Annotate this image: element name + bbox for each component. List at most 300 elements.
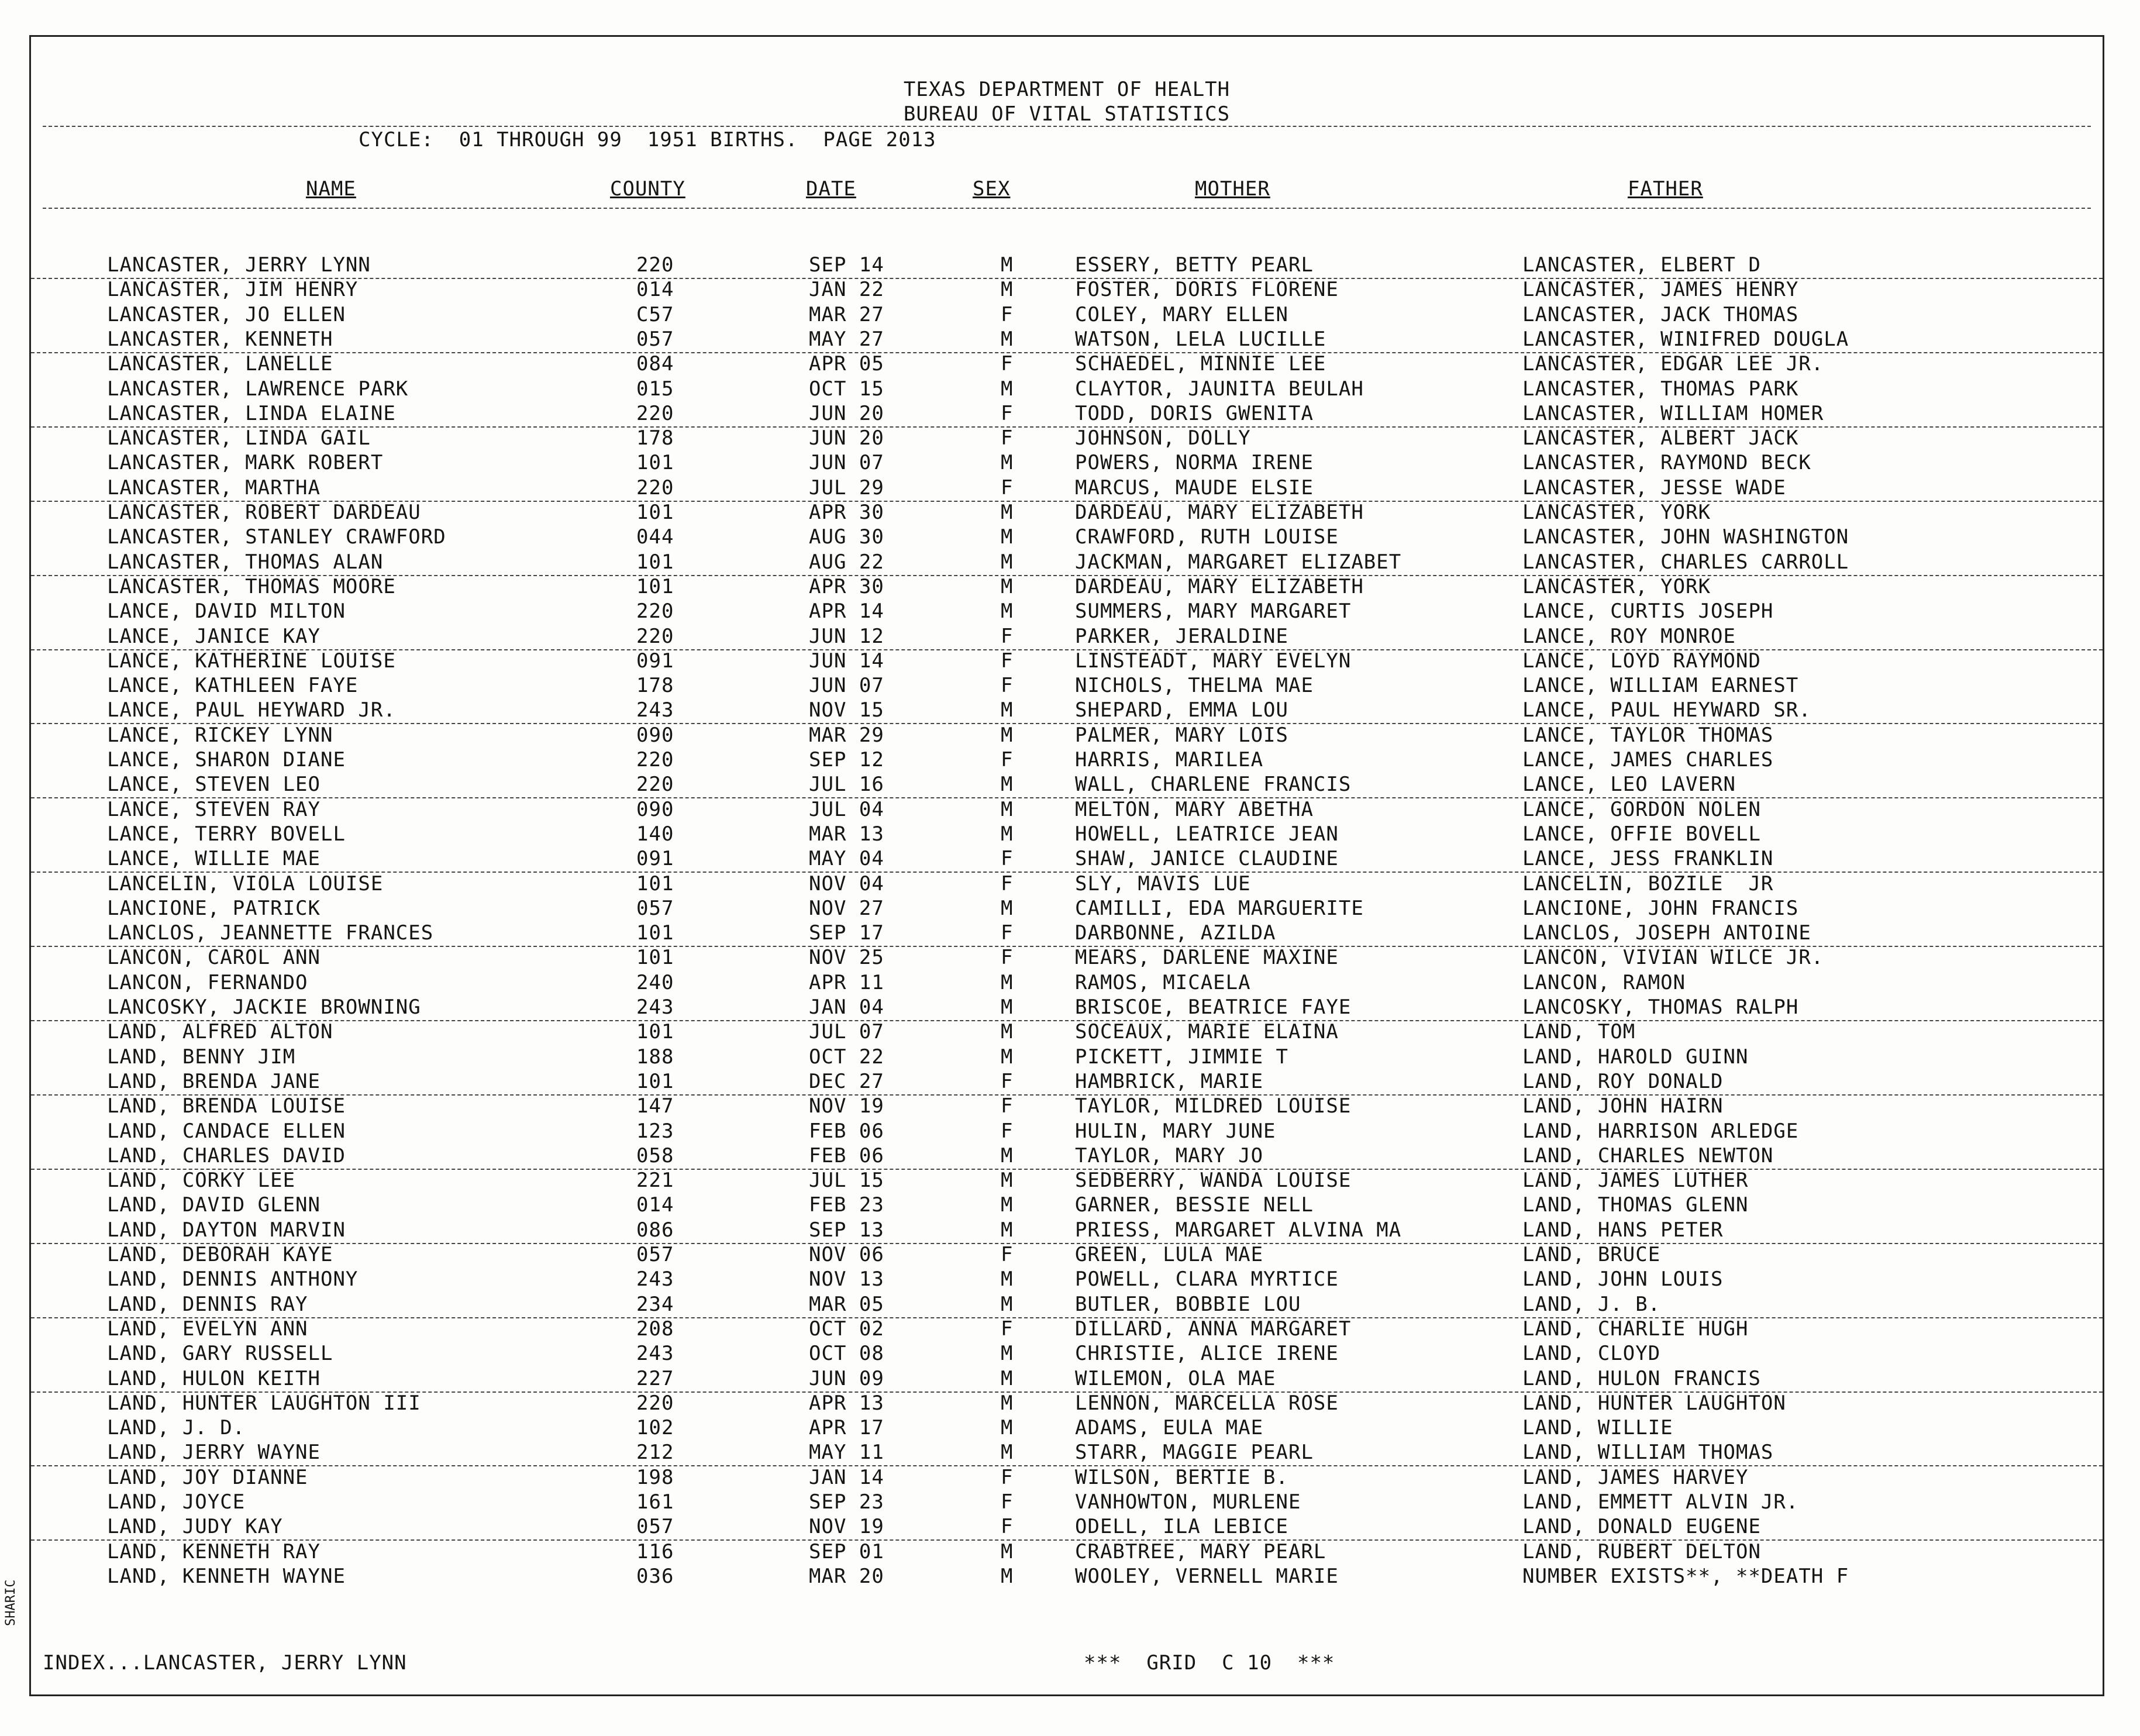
record-sex: M — [1001, 996, 1014, 1019]
record-row — [31, 847, 2103, 873]
record-row — [31, 253, 2103, 279]
record-name: LAND, CHARLES DAVID — [107, 1143, 346, 1167]
record-sex: M — [1001, 1267, 1014, 1291]
record-date: NOV 27 — [809, 896, 884, 920]
record-name: LAND, HUNTER LAUGHTON III — [107, 1391, 421, 1415]
record-mother: HAMBRICK, MARIE — [1075, 1069, 1264, 1093]
record-date: FEB 23 — [809, 1193, 884, 1217]
record-date: JUN 14 — [809, 649, 884, 673]
record-mother: NICHOLS, THELMA MAE — [1075, 674, 1314, 698]
column-header-sex: SEX — [973, 177, 1011, 201]
record-mother: DARBONNE, AZILDA — [1075, 921, 1276, 945]
record-father: LAND, J. B. — [1522, 1292, 1661, 1316]
record-county: 044 — [636, 525, 674, 549]
record-county: 220 — [636, 401, 674, 425]
record-county: 090 — [636, 797, 674, 821]
record-county: 220 — [636, 624, 674, 648]
record-father: LAND, HANS PETER — [1522, 1218, 1724, 1242]
record-date: DEC 27 — [809, 1069, 884, 1093]
record-sex: M — [1001, 1292, 1014, 1316]
record-name: LANCE, KATHERINE LOUISE — [107, 649, 396, 673]
record-name: LANCE, STEVEN LEO — [107, 773, 321, 797]
record-sex: M — [1001, 550, 1014, 574]
record-sex: F — [1001, 1094, 1014, 1118]
record-father: LANCASTER, EDGAR LEE JR. — [1522, 352, 1824, 376]
record-mother: TAYLOR, MILDRED LOUISE — [1075, 1094, 1352, 1118]
record-sex: M — [1001, 1441, 1014, 1465]
record-county: 101 — [636, 550, 674, 574]
record-county: 243 — [636, 996, 674, 1019]
record-date: FEB 06 — [809, 1119, 884, 1143]
report-subtitle: BUREAU OF VITAL STATISTICS — [903, 102, 1231, 126]
record-row — [31, 1391, 2103, 1416]
record-father: LANCASTER, JESSE WADE — [1522, 476, 1786, 500]
record-name: LANCASTER, LAWRENCE PARK — [107, 377, 409, 401]
record-name: LANCE, WILLIE MAE — [107, 847, 321, 871]
record-name: LAND, JUDY KAY — [107, 1515, 283, 1539]
record-county: 188 — [636, 1045, 674, 1069]
record-sex: F — [1001, 847, 1014, 871]
record-date: SEP 17 — [809, 921, 884, 945]
record-father: LAND, EMMETT ALVIN JR. — [1522, 1490, 1799, 1514]
record-sex: F — [1001, 1515, 1014, 1539]
record-name: LANCE, TERRY BOVELL — [107, 822, 346, 846]
record-row — [31, 1144, 2103, 1170]
record-date: AUG 30 — [809, 525, 884, 549]
record-county: 116 — [636, 1539, 674, 1563]
record-mother: STARR, MAGGIE PEARL — [1075, 1441, 1314, 1465]
record-mother: SCHAEDEL, MINNIE LEE — [1075, 352, 1326, 376]
record-date: MAR 27 — [809, 302, 884, 326]
record-sex: M — [1001, 377, 1014, 401]
record-father: LANCASTER, YORK — [1522, 501, 1711, 524]
record-mother: POWELL, CLARA MYRTICE — [1075, 1267, 1339, 1291]
record-name: LANCASTER, THOMAS ALAN — [107, 550, 384, 574]
record-name: LANCON, FERNANDO — [107, 970, 308, 994]
record-sex: M — [1001, 723, 1014, 747]
record-date: AUG 22 — [809, 550, 884, 574]
record-county: 220 — [636, 600, 674, 624]
record-county: 014 — [636, 278, 674, 302]
record-sex: F — [1001, 921, 1014, 945]
record-father: LAND, WILLIE — [1522, 1416, 1673, 1440]
record-sex: M — [1001, 822, 1014, 846]
record-name: LANCE, DAVID MILTON — [107, 600, 346, 624]
record-name: LANCASTER, THOMAS MOORE — [107, 574, 396, 598]
record-sex: M — [1001, 1539, 1014, 1563]
record-sex: M — [1001, 1366, 1014, 1390]
record-county: 057 — [636, 1243, 674, 1266]
record-name: LAND, BRENDA LOUISE — [107, 1094, 346, 1118]
record-sex: M — [1001, 1193, 1014, 1217]
record-name: LANCE, JANICE KAY — [107, 624, 321, 648]
record-father: LAND, CHARLES NEWTON — [1522, 1143, 1774, 1167]
record-father: LAND, BRUCE — [1522, 1243, 1661, 1266]
record-name: LANCASTER, LINDA ELAINE — [107, 401, 396, 425]
record-county: 234 — [636, 1292, 674, 1316]
record-date: JUL 29 — [809, 476, 884, 500]
record-date: JUN 20 — [809, 426, 884, 450]
record-mother: ODELL, ILA LEBICE — [1075, 1515, 1288, 1539]
record-date: MAR 29 — [809, 723, 884, 747]
record-row — [31, 996, 2103, 1021]
record-father: LAND, HUNTER LAUGHTON — [1522, 1391, 1786, 1415]
report-frame — [29, 35, 2104, 1696]
record-date: NOV 19 — [809, 1515, 884, 1539]
record-county: 090 — [636, 723, 674, 747]
record-sex: F — [1001, 674, 1014, 698]
record-row — [31, 600, 2103, 624]
record-county: 220 — [636, 773, 674, 797]
record-county: 086 — [636, 1218, 674, 1242]
record-sex: F — [1001, 426, 1014, 450]
record-row — [31, 1367, 2103, 1393]
record-name: LANCIONE, PATRICK — [107, 896, 321, 920]
record-mother: PICKETT, JIMMIE T — [1075, 1045, 1288, 1069]
record-father: LAND, ROY DONALD — [1522, 1069, 1724, 1093]
record-sex: F — [1001, 872, 1014, 895]
record-father: LANCLOS, JOSEPH ANTOINE — [1522, 921, 1811, 945]
record-mother: PARKER, JERALDINE — [1075, 624, 1288, 648]
record-name: LANCON, CAROL ANN — [107, 946, 321, 970]
column-header-father: FATHER — [1628, 177, 1703, 201]
record-row — [31, 377, 2103, 402]
record-county: 101 — [636, 946, 674, 970]
record-row — [31, 1070, 2103, 1096]
record-mother: PALMER, MARY LOIS — [1075, 723, 1288, 747]
record-county: 212 — [636, 1441, 674, 1465]
record-date: OCT 08 — [809, 1342, 884, 1366]
record-county: 220 — [636, 1391, 674, 1415]
record-mother: WILEMON, OLA MAE — [1075, 1366, 1276, 1390]
record-mother: SHEPARD, EMMA LOU — [1075, 698, 1288, 722]
record-father: LANCON, RAMON — [1522, 970, 1686, 994]
record-father: LANCASTER, RAYMOND BECK — [1522, 451, 1811, 475]
record-date: JUL 07 — [809, 1020, 884, 1044]
record-mother: TODD, DORIS GWENITA — [1075, 401, 1314, 425]
record-date: JUN 07 — [809, 674, 884, 698]
record-name: LANCLOS, JEANNETTE FRANCES — [107, 921, 434, 945]
record-father: LANCIONE, JOHN FRANCIS — [1522, 896, 1799, 920]
record-county: 102 — [636, 1416, 674, 1440]
grid-footer: *** GRID C 10 *** — [1084, 1651, 1335, 1675]
record-mother: LENNON, MARCELLA ROSE — [1075, 1391, 1339, 1415]
record-father: LAND, THOMAS GLENN — [1522, 1193, 1749, 1217]
record-father: LANCASTER, THOMAS PARK — [1522, 377, 1799, 401]
record-date: JAN 04 — [809, 996, 884, 1019]
record-name: LANCASTER, JERRY LYNN — [107, 253, 371, 277]
record-mother: BRISCOE, BEATRICE FAYE — [1075, 996, 1352, 1019]
record-row — [31, 1218, 2103, 1244]
record-row — [31, 402, 2103, 428]
record-name: LANCASTER, JO ELLEN — [107, 302, 346, 326]
record-sex: M — [1001, 797, 1014, 821]
record-row — [31, 1515, 2103, 1541]
record-father: LANCE, LOYD RAYMOND — [1522, 649, 1761, 673]
record-father: LAND, CHARLIE HUGH — [1522, 1317, 1749, 1341]
record-county: 101 — [636, 1069, 674, 1093]
record-sex: F — [1001, 352, 1014, 376]
record-mother: ADAMS, EULA MAE — [1075, 1416, 1264, 1440]
record-mother: GREEN, LULA MAE — [1075, 1243, 1264, 1266]
record-mother: WATSON, LELA LUCILLE — [1075, 327, 1326, 351]
record-mother: FOSTER, DORIS FLORENE — [1075, 278, 1339, 302]
record-row — [31, 1120, 2103, 1144]
record-name: LANCE, KATHLEEN FAYE — [107, 674, 359, 698]
record-name: LAND, DENNIS ANTHONY — [107, 1267, 359, 1291]
record-sex: M — [1001, 773, 1014, 797]
record-name: LAND, JOYCE — [107, 1490, 246, 1514]
record-father: LANCE, WILLIAM EARNEST — [1522, 674, 1799, 698]
record-mother: CLAYTOR, JAUNITA BEULAH — [1075, 377, 1364, 401]
record-father: LANCASTER, ELBERT D — [1522, 253, 1761, 277]
record-name: LANCOSKY, JACKIE BROWNING — [107, 996, 421, 1019]
record-father: LAND, JOHN HAIRN — [1522, 1094, 1724, 1118]
record-county: 101 — [636, 872, 674, 895]
record-date: SEP 14 — [809, 253, 884, 277]
record-county: 084 — [636, 352, 674, 376]
record-date: JUN 20 — [809, 401, 884, 425]
record-county: 036 — [636, 1564, 674, 1588]
column-header-name: NAME — [306, 177, 356, 201]
record-name: LAND, CANDACE ELLEN — [107, 1119, 346, 1143]
record-father: LANCELIN, BOZILE JR — [1522, 872, 1774, 895]
record-date: OCT 02 — [809, 1317, 884, 1341]
record-name: LAND, KENNETH WAYNE — [107, 1564, 346, 1588]
record-father: LAND, TOM — [1522, 1020, 1636, 1044]
record-row — [31, 1045, 2103, 1070]
record-father: LAND, JAMES LUTHER — [1522, 1169, 1749, 1193]
record-date: OCT 22 — [809, 1045, 884, 1069]
record-date: APR 30 — [809, 501, 884, 524]
record-row — [31, 1565, 2103, 1589]
record-county: 243 — [636, 1342, 674, 1366]
record-sex: M — [1001, 525, 1014, 549]
record-father: LANCE, ROY MONROE — [1522, 624, 1736, 648]
record-date: APR 14 — [809, 600, 884, 624]
record-row — [31, 625, 2103, 650]
record-mother: POWERS, NORMA IRENE — [1075, 451, 1314, 475]
record-father: LANCE, CURTIS JOSEPH — [1522, 600, 1774, 624]
record-county: 178 — [636, 426, 674, 450]
record-name: LAND, JOY DIANNE — [107, 1465, 308, 1489]
record-mother: JOHNSON, DOLLY — [1075, 426, 1251, 450]
record-row — [31, 1267, 2103, 1292]
record-father: LANCASTER, WILLIAM HOMER — [1522, 401, 1824, 425]
record-father: LANCASTER, CHARLES CARROLL — [1522, 550, 1849, 574]
record-name: LAND, DEBORAH KAYE — [107, 1243, 333, 1266]
record-father: LAND, HULON FRANCIS — [1522, 1366, 1761, 1390]
record-sex: M — [1001, 1564, 1014, 1588]
record-name: LAND, DAVID GLENN — [107, 1193, 321, 1217]
side-label: SHARIC — [4, 1579, 18, 1626]
record-county: 057 — [636, 1515, 674, 1539]
record-father: LANCE, GORDON NOLEN — [1522, 797, 1761, 821]
record-date: NOV 15 — [809, 698, 884, 722]
record-row — [31, 748, 2103, 773]
record-date: JUL 16 — [809, 773, 884, 797]
record-mother: GARNER, BESSIE NELL — [1075, 1193, 1314, 1217]
record-father: LANCE, TAYLOR THOMAS — [1522, 723, 1774, 747]
record-mother: ESSERY, BETTY PEARL — [1075, 253, 1314, 277]
record-sex: M — [1001, 1143, 1014, 1167]
record-county: 243 — [636, 698, 674, 722]
record-row — [31, 501, 2103, 525]
record-county: 091 — [636, 847, 674, 871]
record-county: 227 — [636, 1366, 674, 1390]
column-header-date: DATE — [806, 177, 856, 201]
record-row — [31, 1317, 2103, 1342]
record-date: MAY 27 — [809, 327, 884, 351]
record-date: MAR 13 — [809, 822, 884, 846]
record-name: LAND, KENNETH RAY — [107, 1539, 321, 1563]
record-county: 147 — [636, 1094, 674, 1118]
divider — [43, 126, 2091, 127]
record-name: LAND, BENNY JIM — [107, 1045, 296, 1069]
record-sex: F — [1001, 302, 1014, 326]
record-name: LANCE, PAUL HEYWARD JR. — [107, 698, 396, 722]
record-name: LAND, GARY RUSSELL — [107, 1342, 333, 1366]
record-date: JAN 14 — [809, 1465, 884, 1489]
record-father: LANCASTER, JACK THOMAS — [1522, 302, 1799, 326]
record-name: LAND, DENNIS RAY — [107, 1292, 308, 1316]
record-date: APR 11 — [809, 970, 884, 994]
record-row — [31, 328, 2103, 353]
record-sex: F — [1001, 748, 1014, 771]
record-county: 101 — [636, 451, 674, 475]
record-sex: M — [1001, 1342, 1014, 1366]
record-sex: M — [1001, 327, 1014, 351]
record-father: LANCASTER, JAMES HENRY — [1522, 278, 1799, 302]
record-date: JAN 22 — [809, 278, 884, 302]
record-county: 015 — [636, 377, 674, 401]
record-mother: HARRIS, MARILEA — [1075, 748, 1264, 771]
record-name: LANCASTER, JIM HENRY — [107, 278, 359, 302]
record-sex: F — [1001, 476, 1014, 500]
record-father: LANCE, LEO LAVERN — [1522, 773, 1736, 797]
record-mother: DARDEAU, MARY ELIZABETH — [1075, 574, 1364, 598]
record-mother: COLEY, MARY ELLEN — [1075, 302, 1288, 326]
record-date: JUN 07 — [809, 451, 884, 475]
record-mother: MELTON, MARY ABETHA — [1075, 797, 1314, 821]
record-name: LAND, J. D. — [107, 1416, 246, 1440]
record-name: LANCASTER, MARK ROBERT — [107, 451, 384, 475]
record-row — [31, 1094, 2103, 1119]
record-father: LAND, CLOYD — [1522, 1342, 1661, 1366]
record-date: JUL 04 — [809, 797, 884, 821]
record-father: NUMBER EXISTS**, **DEATH F — [1522, 1564, 1849, 1588]
record-row — [31, 303, 2103, 328]
record-sex: M — [1001, 1218, 1014, 1242]
record-father: LANCE, JAMES CHARLES — [1522, 748, 1774, 771]
record-father: LAND, RUBERT DELTON — [1522, 1539, 1761, 1563]
record-sex: F — [1001, 946, 1014, 970]
record-date: NOV 04 — [809, 872, 884, 895]
record-mother: CRAWFORD, RUTH LOUISE — [1075, 525, 1339, 549]
record-county: C57 — [636, 302, 674, 326]
record-mother: WOOLEY, VERNELL MARIE — [1075, 1564, 1339, 1588]
record-row — [31, 476, 2103, 502]
record-county: 014 — [636, 1193, 674, 1217]
record-sex: F — [1001, 1119, 1014, 1143]
record-county: 198 — [636, 1465, 674, 1489]
record-county: 101 — [636, 921, 674, 945]
record-row — [31, 1243, 2103, 1267]
record-county: 220 — [636, 253, 674, 277]
record-sex: M — [1001, 698, 1014, 722]
record-row — [31, 649, 2103, 674]
record-sex: M — [1001, 253, 1014, 277]
record-row — [31, 946, 2103, 970]
record-sex: F — [1001, 1317, 1014, 1341]
record-sex: F — [1001, 649, 1014, 673]
record-name: LANCASTER, STANLEY CRAWFORD — [107, 525, 446, 549]
record-father: LAND, DONALD EUGENE — [1522, 1515, 1761, 1539]
record-mother: JACKMAN, MARGARET ELIZABET — [1075, 550, 1402, 574]
record-name: LANCASTER, LINDA GAIL — [107, 426, 371, 450]
record-row — [31, 1540, 2103, 1565]
record-sex: F — [1001, 1490, 1014, 1514]
record-county: 101 — [636, 1020, 674, 1044]
record-sex: F — [1001, 1465, 1014, 1489]
record-date: NOV 19 — [809, 1094, 884, 1118]
record-mother: SLY, MAVIS LUE — [1075, 872, 1251, 895]
record-row — [31, 1342, 2103, 1366]
record-county: 220 — [636, 748, 674, 771]
record-row — [31, 1293, 2103, 1318]
record-row — [31, 1193, 2103, 1218]
record-sex: F — [1001, 624, 1014, 648]
record-row — [31, 897, 2103, 921]
record-county: 243 — [636, 1267, 674, 1291]
record-name: LAND, DAYTON MARVIN — [107, 1218, 346, 1242]
record-mother: TAYLOR, MARY JO — [1075, 1143, 1264, 1167]
record-father: LANCOSKY, THOMAS RALPH — [1522, 996, 1799, 1019]
record-row — [31, 698, 2103, 724]
record-name: LANCELIN, VIOLA LOUISE — [107, 872, 384, 895]
record-row — [31, 773, 2103, 798]
record-row — [31, 1020, 2103, 1045]
record-sex: M — [1001, 574, 1014, 598]
record-name: LANCASTER, MARTHA — [107, 476, 321, 500]
record-sex: M — [1001, 1169, 1014, 1193]
record-name: LANCE, RICKEY LYNN — [107, 723, 333, 747]
record-mother: HOWELL, LEATRICE JEAN — [1075, 822, 1339, 846]
record-date: MAR 20 — [809, 1564, 884, 1588]
record-mother: VANHOWTON, MURLENE — [1075, 1490, 1301, 1514]
record-county: 178 — [636, 674, 674, 698]
record-date: SEP 01 — [809, 1539, 884, 1563]
record-county: 057 — [636, 327, 674, 351]
record-name: LANCE, SHARON DIANE — [107, 748, 346, 771]
record-date: JUN 09 — [809, 1366, 884, 1390]
record-row — [31, 1169, 2103, 1193]
record-row — [31, 971, 2103, 996]
record-date: JUN 12 — [809, 624, 884, 648]
record-date: NOV 13 — [809, 1267, 884, 1291]
record-name: LAND, HULON KEITH — [107, 1366, 321, 1390]
record-date: APR 13 — [809, 1391, 884, 1415]
record-row — [31, 872, 2103, 897]
record-sex: M — [1001, 1020, 1014, 1044]
record-mother: RAMOS, MICAELA — [1075, 970, 1251, 994]
report-cycle-line: CYCLE: 01 THROUGH 99 1951 BIRTHS. PAGE 2013 — [359, 128, 936, 151]
record-county: 240 — [636, 970, 674, 994]
record-row — [31, 798, 2103, 822]
record-name: LANCASTER, LANELLE — [107, 352, 333, 376]
record-father: LAND, JOHN LOUIS — [1522, 1267, 1724, 1291]
record-name: LAND, ALFRED ALTON — [107, 1020, 333, 1044]
